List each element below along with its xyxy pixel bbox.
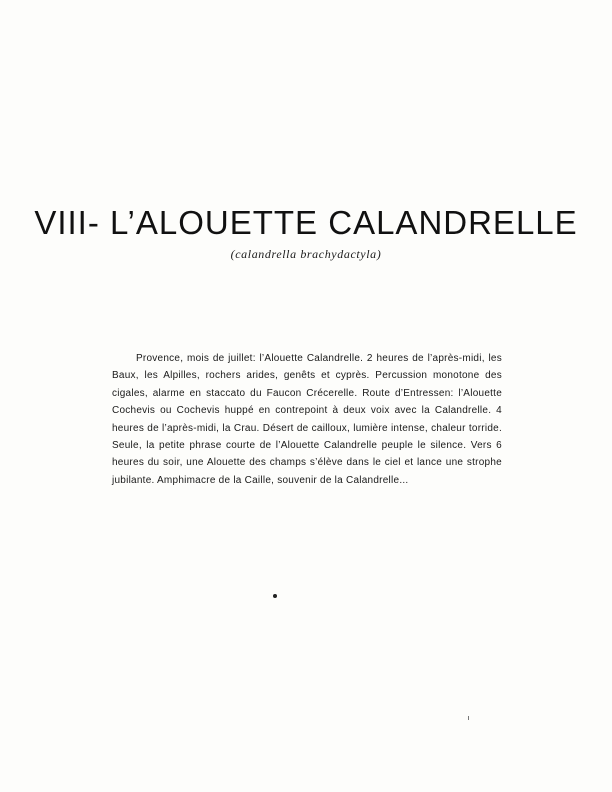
chapter-title: VIII- L’ALOUETTE CALANDRELLE	[34, 204, 578, 241]
body-text	[112, 350, 502, 489]
chapter-subtitle: (calandrella brachydactyla)	[230, 247, 382, 261]
ornament-dot	[273, 594, 277, 598]
page-speck	[468, 716, 469, 720]
body-paragraph: Provence, mois de juillet: l’Alouette Calandrelle. 2 heures de l’après-midi, les Baux, les Alpilles, rochers arides, genêts et cyprès. Percussion monotone des cigales, alarme en staccato du Faucon Crécerelle. Route d’Entressen: l’Alouette Cochevis ou Cochevis huppé en contrepoint à deux voix avec la Calandrelle. 4 heures de l’après-midi, la Crau. Désert de cailloux, lumière intense, chaleur torride. Seule, la petite phrase courte de l’Alouette Calandrelle peuple le silence. Vers 6 heures du soir, une Alouette des champs s’élève dans le ciel et lance une strophe jubilante. Amphimacre de la Caille, souvenir de la Calandrelle...	[112, 353, 502, 486]
